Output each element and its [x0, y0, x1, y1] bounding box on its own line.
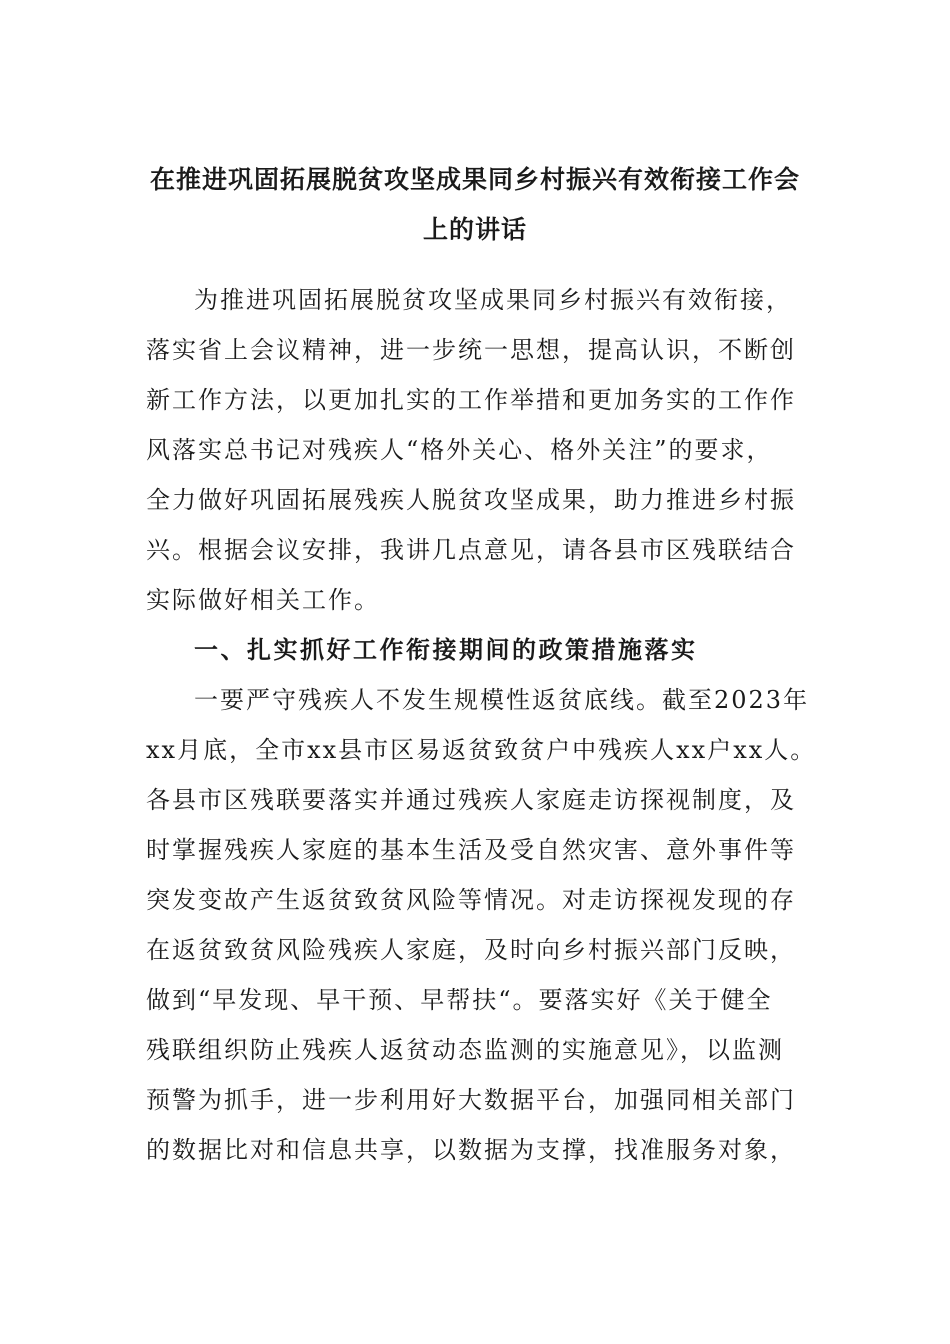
section-line-10: 的数据比对和信息共享，以数据为支撑，找准服务对象，	[146, 1136, 796, 1164]
intro-line-5: 全力做好巩固拓展残疾人脱贫攻坚成果，助力推进乡村振	[146, 486, 796, 514]
intro-line-4: 风落实总书记对残疾人“格外关心、格外关注”的要求，	[146, 436, 773, 464]
section-line-3: 各县市区残联要落实并通过残疾人家庭走访探视制度，及	[146, 786, 796, 814]
section-line-6: 在返贫致贫风险残疾人家庭，及时向乡村振兴部门反映，	[146, 936, 796, 964]
section-line-1: 一要严守残疾人不发生规模性返贫底线。截至2023年	[194, 686, 810, 714]
section-line-9: 预警为抓手，进一步利用好大数据平台，加强同相关部门	[146, 1086, 796, 1114]
section-line-5: 突发变故产生返贫致贫风险等情况。对走访探视发现的存	[146, 886, 796, 914]
intro-line-3: 新工作方法，以更加扎实的工作举措和更加务实的工作作	[146, 386, 796, 414]
document-title-line-2: 上的讲话	[422, 215, 527, 244]
section-line-7: 做到“早发现、早干预、早帮扶“。要落实好《关于健全	[146, 986, 773, 1014]
document-title-line-1: 在推进巩固拓展脱贫攻坚成果同乡村振兴有效衔接工作会	[149, 165, 800, 194]
section-line-4: 时掌握残疾人家庭的基本生活及受自然灾害、意外事件等	[146, 836, 796, 864]
section-heading: 一、扎实抓好工作衔接期间的政策措施落实	[194, 635, 698, 664]
intro-line-1: 为推进巩固拓展脱贫攻坚成果同乡村振兴有效衔接，	[194, 286, 792, 314]
section-line-2: xx月底，全市xx县市区易返贫致贫户中残疾人xx户xx人。	[146, 736, 817, 764]
section-line-8: 残联组织防止残疾人返贫动态监测的实施意见》，以监测	[146, 1036, 784, 1064]
intro-line-7: 实际做好相关工作。	[146, 586, 380, 614]
intro-line-2: 落实省上会议精神，进一步统一思想，提高认识，不断创	[146, 336, 796, 364]
intro-line-6: 兴。根据会议安排，我讲几点意见，请各县市区残联结合	[146, 536, 796, 564]
